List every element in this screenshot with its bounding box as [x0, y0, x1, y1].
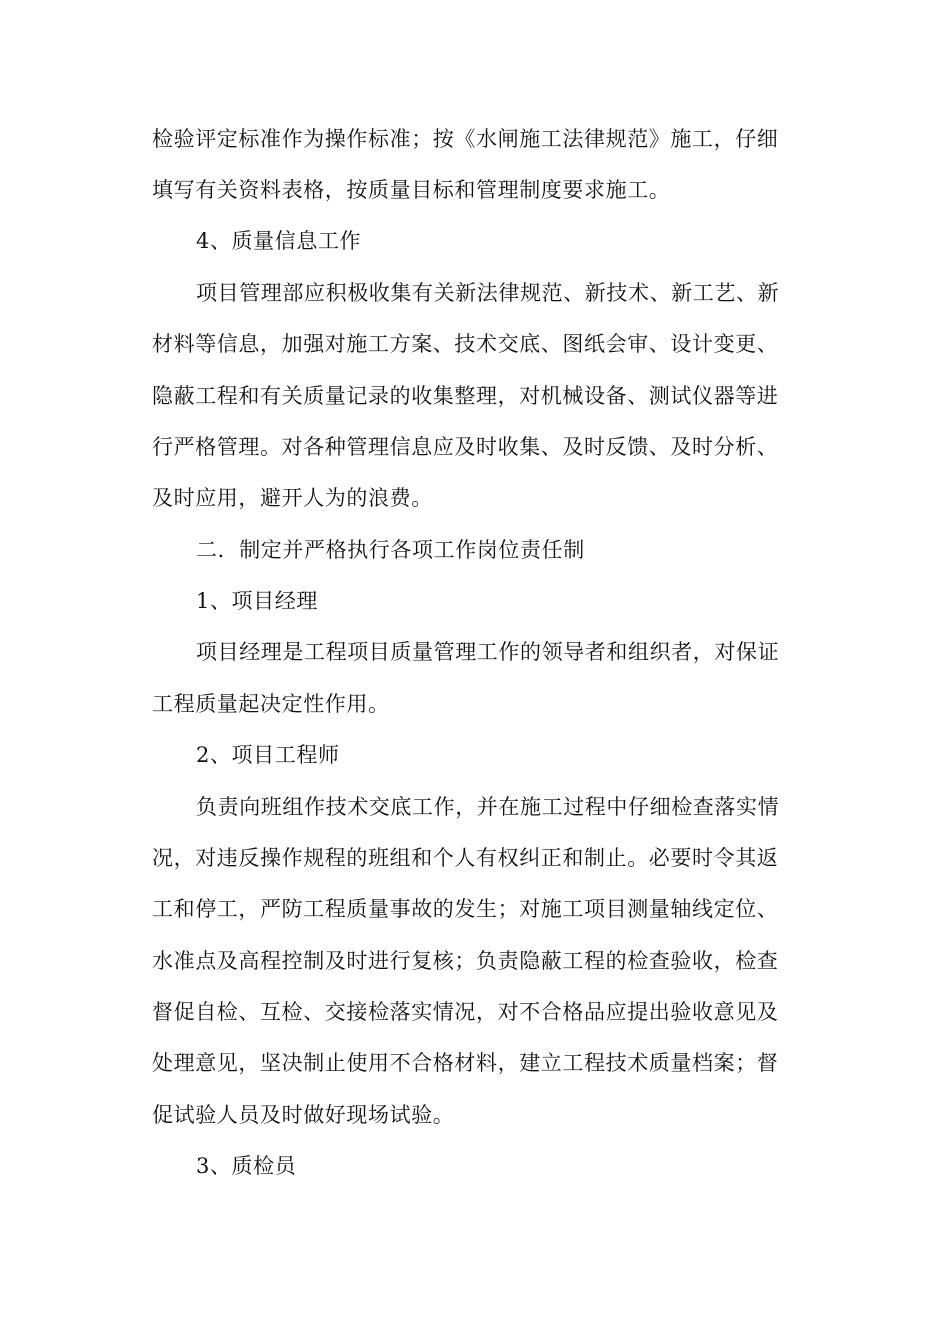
body-text-line: 项目管理部应积极收集有关新法律规范、新技术、新工艺、新 [196, 281, 780, 305]
body-text-line: 水准点及高程控制及时进行复核；负责隐蔽工程的检查验收，检查 [152, 949, 779, 973]
body-text-line: 材料等信息，加强对施工方案、技术交底、图纸会审、设计变更、 [152, 332, 779, 356]
body-text-line: 行严格管理。对各种管理信息应及时收集、及时反馈、及时分析、 [152, 435, 779, 459]
body-text-line: 检验评定标准作为操作标准；按《水闸施工法律规范》施工，仔细 [152, 127, 779, 151]
body-text-line: 及时应用，避开人为的浪费。 [152, 486, 433, 510]
body-text-line: 况，对违反操作规程的班组和个人有权纠正和制止。必要时令其返 [152, 846, 779, 870]
body-text-line: 处理意见，坚决制止使用不合格材料，建立工程技术质量档案；督 [152, 1051, 779, 1075]
body-text-line: 督促自检、互检、交接检落实情况，对不合格品应提出验收意见及 [152, 1000, 779, 1024]
body-text-line: 隐蔽工程和有关质量记录的收集整理，对机械设备、测试仪器等进 [152, 384, 779, 408]
body-text-line: 促试验人员及时做好现场试验。 [152, 1103, 455, 1127]
body-text-line: 工和停工，严防工程质量事故的发生；对施工项目测量轴线定位、 [152, 897, 779, 921]
body-text-line: 负责向班组作技术交底工作，并在施工过程中仔细检查落实情 [196, 795, 780, 819]
section-heading: 1、项目经理 [196, 589, 318, 613]
body-text-line: 项目经理是工程项目质量管理工作的领导者和组织者，对保证 [196, 640, 780, 664]
section-heading: 2、项目工程师 [196, 743, 340, 767]
body-text-line: 填写有关资料表格，按质量目标和管理制度要求施工。 [152, 178, 671, 202]
section-heading: 4、质量信息工作 [196, 229, 362, 253]
section-heading: 3、质检员 [196, 1154, 297, 1178]
chapter-heading: 二．制定并严格执行各项工作岗位责任制 [196, 538, 585, 562]
body-text-line: 工程质量起决定性作用。 [152, 692, 390, 716]
